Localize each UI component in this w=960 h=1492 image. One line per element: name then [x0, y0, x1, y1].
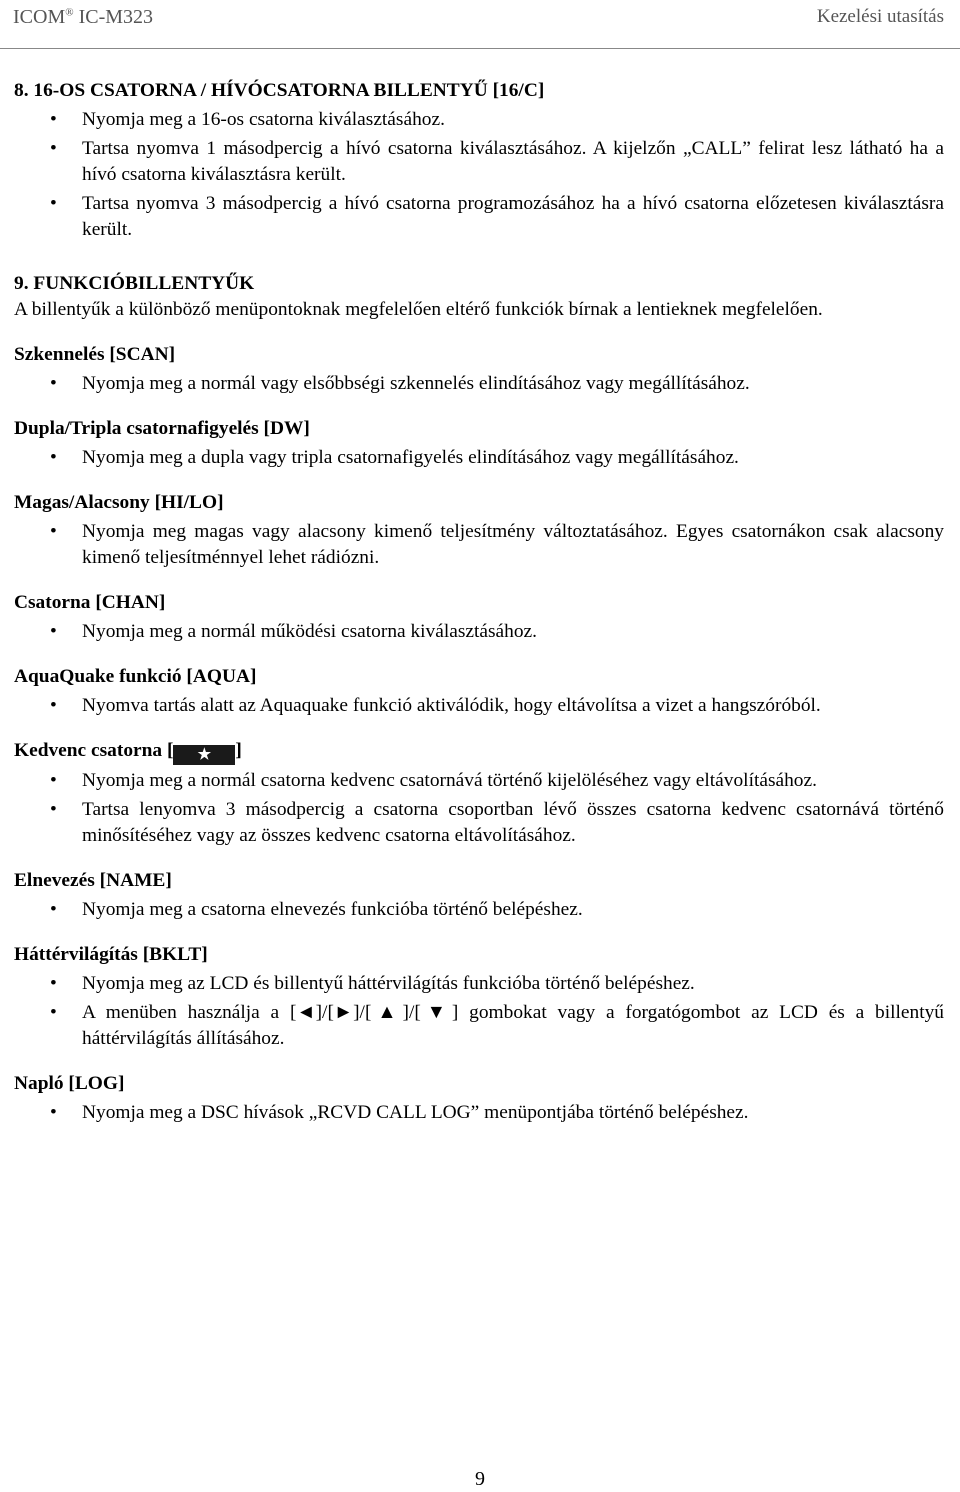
- bullet-icon: •: [50, 695, 57, 716]
- list-item: • Nyomja meg magas vagy alacsony kimenő teljesítmény változtatásához. Egyes csatornákon csak alacsony kimenő teljesítménnyel lehet rádiózni.: [50, 521, 944, 568]
- list-item: • Nyomja meg a normál csatorna kedvenc csatornává történő kijelöléséhez vagy eltávolításához.: [14, 768, 944, 794]
- list-item: • Nyomja meg az LCD és billentyű háttérvilágítás funkcióba történő belépéshez.: [14, 971, 944, 997]
- bullet-icon: •: [50, 521, 57, 542]
- name-title: Elnevezés [NAME]: [14, 870, 172, 891]
- hilo-block: [14, 490, 944, 571]
- list-item: • Nyomja meg a DSC hívások „RCVD CALL LOG” menüpontjába történő belépéshez.: [14, 1100, 944, 1126]
- bullet-icon: •: [50, 770, 57, 791]
- dw-title: Dupla/Tripla csatornafigyelés [DW]: [14, 418, 310, 439]
- scan-title: Szkennelés [SCAN]: [14, 344, 176, 365]
- list-item: • Nyomja meg a normál vagy elsőbbségi szkennelés elindításához vagy megállításához.: [14, 371, 944, 397]
- bullet-icon: •: [50, 899, 57, 920]
- aqua-block: [14, 664, 944, 719]
- bullet-icon: •: [50, 1002, 57, 1023]
- bullet-icon: •: [50, 373, 57, 394]
- name-block: [14, 868, 944, 923]
- list-item: • Nyomja meg a csatorna elnevezés funkcióba történő belépéshez.: [14, 897, 944, 923]
- chan-block: [14, 590, 944, 645]
- hilo-title: Magas/Alacsony [HI/LO]: [14, 492, 224, 513]
- dw-block: [14, 416, 944, 471]
- bullet-icon: •: [50, 138, 57, 159]
- list-item: • Nyomja meg a normál működési csatorna kiválasztásához.: [14, 619, 944, 645]
- model-name: IC-M323: [78, 6, 154, 28]
- aqua-title: AquaQuake funkció [AQUA]: [14, 666, 257, 687]
- list-item: • A menüben használja a [◄]/[►]/[▲]/[▼] gombokat vagy a forgatógombot az LCD és a billentyű háttérvilágítás állításához.: [50, 1002, 944, 1049]
- page-header: [0, 0, 960, 50]
- bklt-block: [14, 942, 944, 1052]
- section-9-title: 9. FUNKCIÓBILLENTYŰK: [14, 273, 255, 294]
- fav-title: Kedvenc csatorna [ ★ ]: [14, 740, 242, 763]
- bullet-icon: •: [50, 1102, 57, 1123]
- registered-mark: ®: [65, 6, 74, 19]
- star-key-icon: ★: [173, 745, 235, 765]
- list-item: • Nyomja meg a dupla vagy tripla csatornafigyelés elindításához vagy megállításához.: [14, 445, 944, 471]
- bullet-icon: •: [50, 973, 57, 994]
- header-model: [13, 6, 153, 29]
- section-9: [14, 271, 944, 323]
- list-item: • Nyomja meg a 16-os csatorna kiválasztásához.: [14, 107, 944, 133]
- bullet-icon: •: [50, 447, 57, 468]
- scan-block: [14, 342, 944, 397]
- log-title: Napló [LOG]: [14, 1073, 125, 1094]
- list-item: • Tartsa lenyomva 3 másodpercig a csatorna csoportban lévő összes csatorna kedvenc csatornává történő minősítéséhez vagy az összes kedvenc csatorna eltávolításához.: [50, 799, 944, 846]
- document-title: Kezelési utasítás: [816, 6, 944, 27]
- bklt-title: Háttérvilágítás [BKLT]: [14, 944, 208, 965]
- bullet-icon: •: [50, 109, 57, 130]
- header-divider: [0, 48, 960, 49]
- page-number: 9: [475, 1468, 485, 1490]
- page-content: [14, 78, 944, 1126]
- bullet-icon: •: [50, 799, 57, 820]
- list-item: • Tartsa nyomva 3 másodpercig a hívó csatorna programozásához ha a hívó csatorna előzetesen kiválasztásra került.: [50, 193, 944, 240]
- fav-block: [14, 738, 944, 849]
- bullet-icon: •: [50, 193, 57, 214]
- section-8-list: [14, 107, 944, 243]
- chan-title: Csatorna [CHAN]: [14, 592, 166, 613]
- list-item: • Tartsa nyomva 1 másodpercig a hívó csatorna kiválasztásához. A kijelzőn „CALL” felirat lesz látható ha a hívó csatorna kiválasztásra került.: [50, 138, 944, 185]
- section-9-intro: A billentyűk a különböző menüpontoknak megfelelően eltérő funkciók bírnak a lentieknek megfelelően.: [14, 299, 823, 320]
- brand-name: ICOM: [13, 6, 66, 28]
- log-block: [14, 1071, 944, 1126]
- section-8-title: 8. 16-OS CSATORNA / HÍVÓCSATORNA BILLENTYŰ [16/C]: [14, 80, 545, 101]
- bullet-icon: •: [50, 621, 57, 642]
- list-item: • Nyomva tartás alatt az Aquaquake funkció aktiválódik, hogy eltávolítsa a vizet a hangszóróból.: [14, 693, 944, 719]
